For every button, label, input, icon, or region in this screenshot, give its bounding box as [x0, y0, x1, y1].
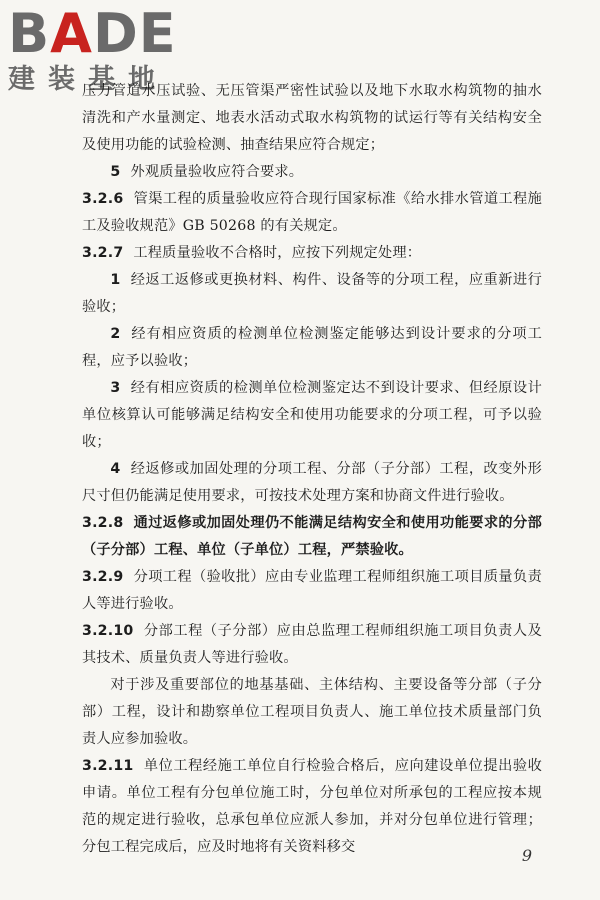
- page-number: 9: [521, 846, 532, 865]
- logo-subtitle: 建装基地: [8, 64, 168, 95]
- logo-wordmark: BADE: [8, 2, 177, 65]
- clause-3-2-10: 3.2.10 分部工程（子分部）应由总监理工程师组织施工项目负责人及其技术、质量负责人等进行验收。: [82, 623, 542, 666]
- clause-3-2-6: 3.2.6 管渠工程的质量验收应符合现行国家标准《给水排水管道工程施工及验收规范》GB 50268 的有关规定。: [82, 191, 542, 234]
- list-item-5: 5 外观质量验收应符合要求。: [110, 164, 304, 180]
- list-item-1: 1 经返工返修或更换材料、构件、设备等的分项工程，应重新进行验收；: [82, 272, 542, 315]
- clause-3-2-11: 3.2.11 单位工程经施工单位自行检验合格后，应向建设单位提出验收申请。单位工程有分包单位施工时，分包单位对所承包的工程应按本规范的规定进行验收，总承包单位应派人参加，并对分包单位进行管理；分包工程完成后，应及时地将有关资料移交: [82, 758, 542, 855]
- document-body: [82, 78, 542, 861]
- list-item-4: 4 经返修或加固处理的分项工程、分部（子分部）工程，改变外形尺寸但仍能满足使用要求，可按技术处理方案和协商文件进行验收。: [82, 461, 542, 504]
- list-item-2: 2 经有相应资质的检测单位检测鉴定能够达到设计要求的分项工程，应予以验收；: [82, 326, 542, 369]
- paragraph-note: 对于涉及重要部位的地基基础、主体结构、主要设备等分部（子分部）工程，设计和勘察单位工程项目负责人、施工单位技术质量部门负责人应参加验收。: [82, 677, 542, 747]
- clause-3-2-9: 3.2.9 分项工程（验收批）应由专业监理工程师组织施工项目质量负责人等进行验收。: [82, 569, 542, 612]
- clause-3-2-7: 3.2.7 工程质量验收不合格时，应按下列规定处理：: [82, 245, 422, 261]
- paragraph-continuation: 压力管道水压试验、无压管渠严密性试验以及地下水取水构筑物的抽水清洗和产水量测定、地表水活动式取水构筑物的试运行等有关结构安全及使用功能的试验检测、抽查结果应符合规定；: [82, 83, 542, 153]
- clause-3-2-8: 3.2.8 通过返修或加固处理仍不能满足结构安全和使用功能要求的分部（子分部）工程、单位（子单位）工程，严禁验收。: [82, 515, 542, 558]
- list-item-3: 3 经有相应资质的检测单位检测鉴定达不到设计要求、但经原设计单位核算认可能够满足结构安全和使用功能要求的分项工程，可予以验收；: [82, 380, 542, 450]
